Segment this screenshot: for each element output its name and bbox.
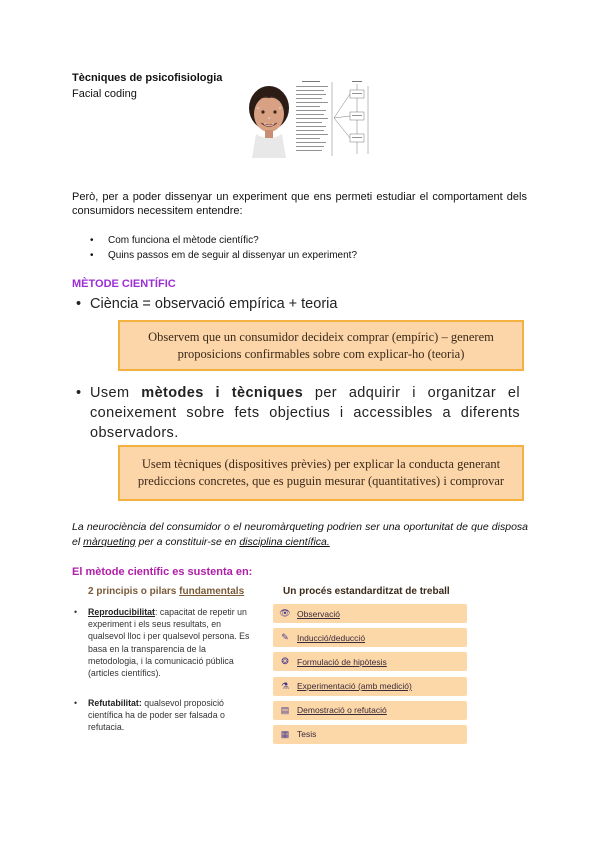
principle-desc: qualsevol proposició científica ha de poder ser falsada o refutacia. — [88, 698, 225, 733]
step-label: Formulació de hipòtesis — [297, 656, 387, 667]
principle-text — [74, 697, 254, 734]
example-box-2 — [118, 445, 524, 501]
step-label: Observació — [297, 608, 340, 619]
principles-heading-text: 2 principis o pilars — [88, 586, 180, 597]
book-icon: ▦ — [280, 728, 290, 739]
neuro-text: per a constituir-se en — [135, 536, 240, 548]
step-label: Tesis — [297, 729, 317, 740]
neuro-paragraph — [72, 520, 528, 550]
eye-icon: 👁 — [279, 608, 291, 618]
list-item: • Com funciona el mètode científic? — [90, 233, 357, 248]
bullet-bold-text: mètodes i tècniques — [141, 385, 304, 401]
process-heading: Un procés estandarditzat de treball — [283, 586, 450, 597]
bullet-text — [76, 383, 520, 443]
section-heading-metode: MÈTODE CIENTÍFIC — [72, 278, 176, 290]
bullet-dot: • — [74, 607, 78, 617]
step-label: Inducció/deducció — [297, 632, 366, 643]
bullet-dot: • — [74, 698, 78, 708]
bullet-ciencia — [76, 294, 516, 314]
list-item: • Quins passos em de seguir al dissenyar un experiment? — [90, 248, 357, 263]
principles-heading-link: fundamentals — [179, 586, 245, 597]
bullet-dot: • — [76, 296, 82, 312]
bullet-metodes — [76, 383, 520, 443]
process-step — [273, 701, 467, 720]
section-heading-sustenta: El mètode científic es sustenta en: — [72, 566, 253, 578]
example-box-text: Observem que un consumidor decideix comprar (empíric) – generem proposicions confirmables sobre com explicar-ho (teoria) — [148, 329, 494, 361]
link-marqueting[interactable]: màrqueting — [83, 536, 136, 548]
face-photo-image — [246, 78, 292, 158]
principle-name: Refutabilitat: — [88, 698, 142, 708]
principle-refutabilitat — [74, 697, 254, 734]
process-step — [273, 628, 467, 647]
process-step — [273, 677, 467, 696]
process-step — [273, 604, 467, 623]
neuro-text: La neurociència del consumidor o el neuromàrqueting podrien ser una oportunitat de que disposa el — [72, 521, 528, 548]
pen-icon: ✎ — [281, 632, 289, 643]
process-step — [273, 652, 467, 671]
process-steps-list — [273, 604, 467, 749]
chart-icon: ▤ — [280, 704, 290, 715]
principle-desc: : capacitat de repetir un experiment i els seus resultats, en qualsevol lloc i per qualsevol persona. Es basa en la transparencia de la metodologia, i la comunicació pública (articles científics). — [88, 607, 250, 679]
intro-paragraph: Però, per a poder dissenyar un experiment que ens permeti estudiar el comportament dels consumidors necessitem entendre: — [72, 191, 527, 217]
bullet-text-part: Usem — [90, 385, 142, 401]
principle-name: Reproducibilitat — [88, 607, 155, 617]
bullet-dot: • — [76, 385, 82, 401]
flask-icon: ⚗ — [280, 680, 290, 691]
bullet-text: Ciència = observació empírica + teoria — [90, 296, 338, 312]
action-units-diagram — [292, 78, 374, 158]
principle-text — [74, 606, 254, 679]
step-label: Experimentació (amb medició) — [297, 681, 412, 692]
page-subtitle: Facial coding — [72, 88, 137, 100]
example-box-text: Usem tècniques (dispositives prèvies) per explicar la conducta generant prediccions concretes, que es puguin mesurar (quantitatives) i comprovar — [137, 457, 505, 488]
questions-list — [90, 233, 357, 263]
example-box-1 — [118, 320, 524, 371]
step-label: Demostració o refutació — [297, 705, 387, 716]
process-step — [273, 725, 467, 744]
page-title: Tècniques de psicofisiologia — [72, 72, 223, 84]
bullet-text-part: per adquirir i organitzar el coneixement sobre fets objectius i accessibles a diferents observadors. — [90, 385, 520, 441]
brain-icon: ❂ — [281, 656, 289, 667]
principles-heading — [88, 586, 244, 597]
link-disciplina[interactable]: disciplina científica. — [239, 536, 330, 548]
principle-reproducibilitat — [74, 606, 254, 679]
